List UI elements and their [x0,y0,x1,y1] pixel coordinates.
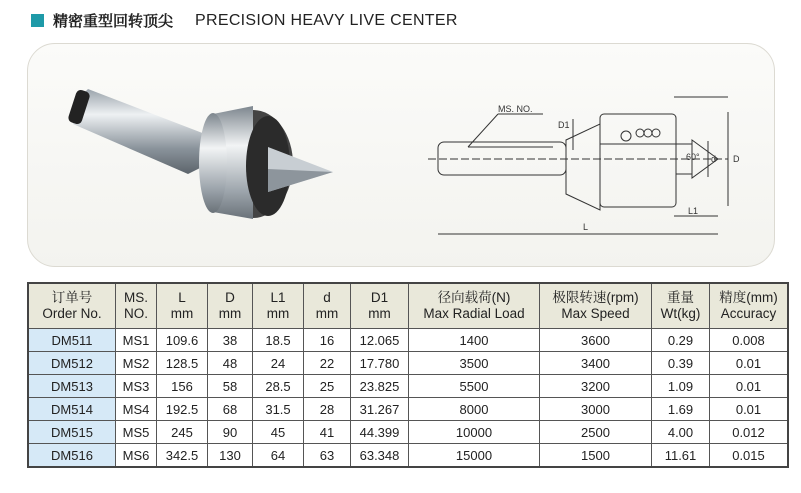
table-cell: MS4 [116,398,157,421]
page-title [31,10,458,31]
header-line2: NO. [123,306,148,321]
header-line2: mm [170,306,194,321]
table-cell: DM513 [28,375,116,398]
table-cell: 18.5 [253,329,304,352]
technical-drawing [428,97,728,234]
header-line1: 精度(mm) [719,290,778,305]
table-cell: 44.399 [351,421,409,444]
title-cn: 精密重型回转顶尖 [53,12,174,30]
label-ms-no: MS. NO. [498,104,533,114]
table-cell: 24 [253,352,304,375]
table-cell: 25 [304,375,351,398]
table-cell: DM514 [28,398,116,421]
table-row [28,329,788,352]
table-cell: 41 [304,421,351,444]
table-cell: 0.29 [652,329,710,352]
spec-table [27,282,789,468]
table-cell: 0.01 [710,375,789,398]
table-cell: 2500 [540,421,652,444]
table-cell: 10000 [409,421,540,444]
column-header [304,283,351,329]
table-cell: 3400 [540,352,652,375]
table-cell: 63 [304,444,351,468]
table-cell: 28 [304,398,351,421]
table-cell: DM511 [28,329,116,352]
table-cell: 0.015 [710,444,789,468]
table-cell: 109.6 [157,329,208,352]
title-square-icon [31,14,44,27]
table-cell: 5500 [409,375,540,398]
header-line2: mm [368,306,391,321]
column-header [652,283,710,329]
label-d1: D1 [558,120,570,130]
column-header [28,283,116,329]
header-line2: Wt(kg) [660,306,701,321]
table-cell: 130 [208,444,253,468]
header-line2: mm [266,306,290,321]
table-cell: MS3 [116,375,157,398]
column-header [208,283,253,329]
table-cell: 0.012 [710,421,789,444]
table-header-row [28,283,788,329]
header-line1: D1 [370,290,389,305]
table-cell: 68 [208,398,253,421]
table-cell: 4.00 [652,421,710,444]
label-D: D [733,154,740,164]
table-cell: DM515 [28,421,116,444]
table-cell: 58 [208,375,253,398]
table-cell: 342.5 [157,444,208,468]
label-d-small: d [711,154,717,164]
header-line2: mm [315,306,339,321]
table-cell: 16 [304,329,351,352]
table-cell: 1500 [540,444,652,468]
column-header [157,283,208,329]
header-line1: L1 [270,290,286,305]
header-line2: mm [218,306,242,321]
table-cell: 64 [253,444,304,468]
table-cell: 128.5 [157,352,208,375]
table-cell: 45 [253,421,304,444]
column-header [116,283,157,329]
table-cell: 192.5 [157,398,208,421]
column-header [540,283,652,329]
header-line2: Accuracy [720,306,777,321]
header-line1: 径向载荷(N) [437,290,511,305]
table-cell: 1400 [409,329,540,352]
table-cell: 3200 [540,375,652,398]
table-cell: 22 [304,352,351,375]
label-angle: 60° [686,152,700,162]
table-cell: MS5 [116,421,157,444]
table-cell: 0.39 [652,352,710,375]
table-cell: 1.69 [652,398,710,421]
header-line1: MS. [123,290,148,305]
label-L1: L1 [688,206,699,216]
table-cell: 3600 [540,329,652,352]
table-row [28,421,788,444]
table-cell: 15000 [409,444,540,468]
table-row [28,352,788,375]
header-line2: Max Radial Load [423,306,525,321]
column-header [351,283,409,329]
table-row [28,444,788,468]
header-line1: 订单号 [51,290,93,305]
header-line1: L [178,290,186,305]
table-cell: 8000 [409,398,540,421]
product-illustration [28,44,774,266]
table-cell: DM516 [28,444,116,468]
table-cell: 31.5 [253,398,304,421]
column-header [253,283,304,329]
table-cell: 0.008 [710,329,789,352]
header-line1: 极限转速(rpm) [552,290,639,305]
header-line1: D [225,290,235,305]
table-body [28,329,788,468]
table-cell: 1.09 [652,375,710,398]
header-line2: Max Speed [561,306,630,321]
header-line1: d [323,290,331,305]
table-cell: 38 [208,329,253,352]
table-row [28,375,788,398]
table-cell: 12.065 [351,329,409,352]
header-line2: Order No. [42,306,102,321]
live-center-photo [67,89,333,219]
table-cell: 3000 [540,398,652,421]
table-cell: 63.348 [351,444,409,468]
column-header [409,283,540,329]
table-cell: DM512 [28,352,116,375]
header-line1: 重量 [667,290,694,305]
table-cell: MS2 [116,352,157,375]
table-cell: 0.01 [710,352,789,375]
table-cell: 23.825 [351,375,409,398]
table-cell: MS6 [116,444,157,468]
table-cell: 48 [208,352,253,375]
table-cell: 17.780 [351,352,409,375]
table-cell: 245 [157,421,208,444]
table-cell: 28.5 [253,375,304,398]
table-cell: 3500 [409,352,540,375]
table-cell: 156 [157,375,208,398]
title-en: PRECISION HEAVY LIVE CENTER [195,11,458,29]
label-L: L [583,222,589,232]
table-cell: 90 [208,421,253,444]
table-cell: 11.61 [652,444,710,468]
table-cell: 31.267 [351,398,409,421]
column-header [710,283,789,329]
table-row [28,398,788,421]
table-cell: MS1 [116,329,157,352]
product-image-panel [27,43,775,267]
table-cell: 0.01 [710,398,789,421]
